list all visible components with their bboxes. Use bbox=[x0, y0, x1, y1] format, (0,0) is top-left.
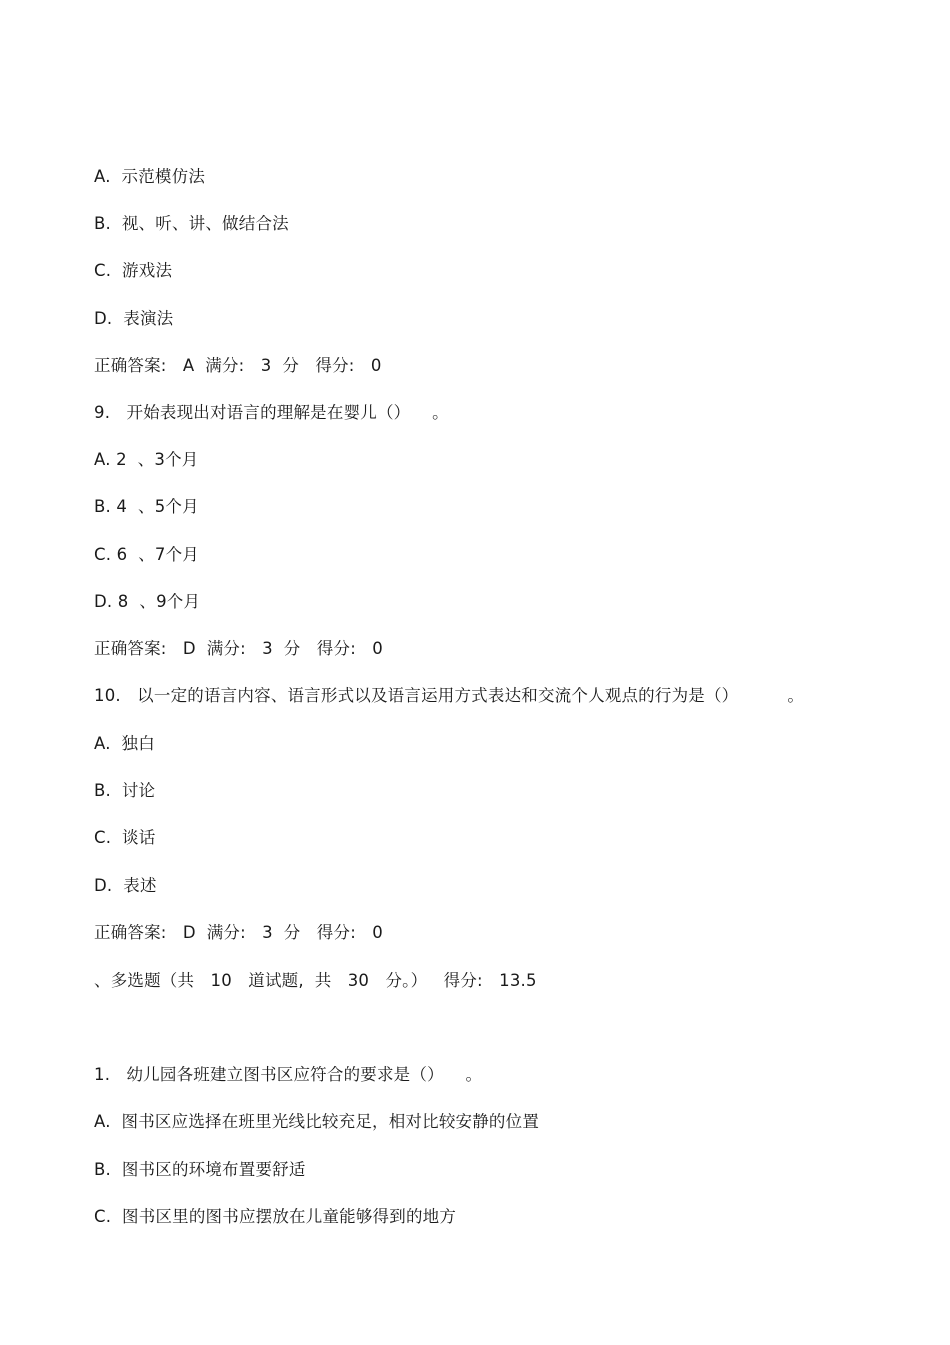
option-b-q9: B. 4 、5个月 bbox=[94, 497, 199, 516]
question-9: 9. 开始表现出对语言的理解是在婴儿（） 。 bbox=[94, 403, 449, 422]
multi-question-1: 1. 幼儿园各班建立图书区应符合的要求是（） 。 bbox=[94, 1065, 483, 1084]
answer-line-q9: 正确答案: D 满分: 3 分 得分: 0 bbox=[94, 639, 383, 658]
option-c-q9: C. 6 、7个月 bbox=[94, 545, 199, 564]
option-c-q10: C. 谈话 bbox=[94, 828, 156, 847]
question-10: 10. 以一定的语言内容、语言形式以及语言运用方式表达和交流个人观点的行为是（） 。 bbox=[94, 686, 805, 705]
answer-line-q10: 正确答案: D 满分: 3 分 得分: 0 bbox=[94, 923, 383, 942]
option-b-mq1: B. 图书区的环境布置要舒适 bbox=[94, 1160, 306, 1179]
option-d-q8: D. 表演法 bbox=[94, 309, 174, 328]
option-b-q10: B. 讨论 bbox=[94, 781, 156, 800]
option-c-mq1: C. 图书区里的图书应摆放在儿童能够得到的地方 bbox=[94, 1207, 457, 1226]
option-d-q9: D. 8 、9个月 bbox=[94, 592, 201, 611]
section-heading-multi-choice: 、多选题（共 10 道试题, 共 30 分。） 得分: 13.5 bbox=[94, 971, 537, 990]
option-a-q9: A. 2 、3个月 bbox=[94, 450, 199, 469]
answer-line-q8: 正确答案: A 满分: 3 分 得分: 0 bbox=[94, 356, 382, 375]
option-d-q10: D. 表述 bbox=[94, 876, 157, 895]
option-c-q8: C. 游戏法 bbox=[94, 261, 173, 280]
option-a-q10: A. 独白 bbox=[94, 734, 155, 753]
option-a-mq1: A. 图书区应选择在班里光线比较充足，相对比较安静的位置 bbox=[94, 1112, 540, 1131]
option-b-q8: B. 视、听、讲、做结合法 bbox=[94, 214, 289, 233]
option-a-q8: A. 示范模仿法 bbox=[94, 167, 206, 186]
